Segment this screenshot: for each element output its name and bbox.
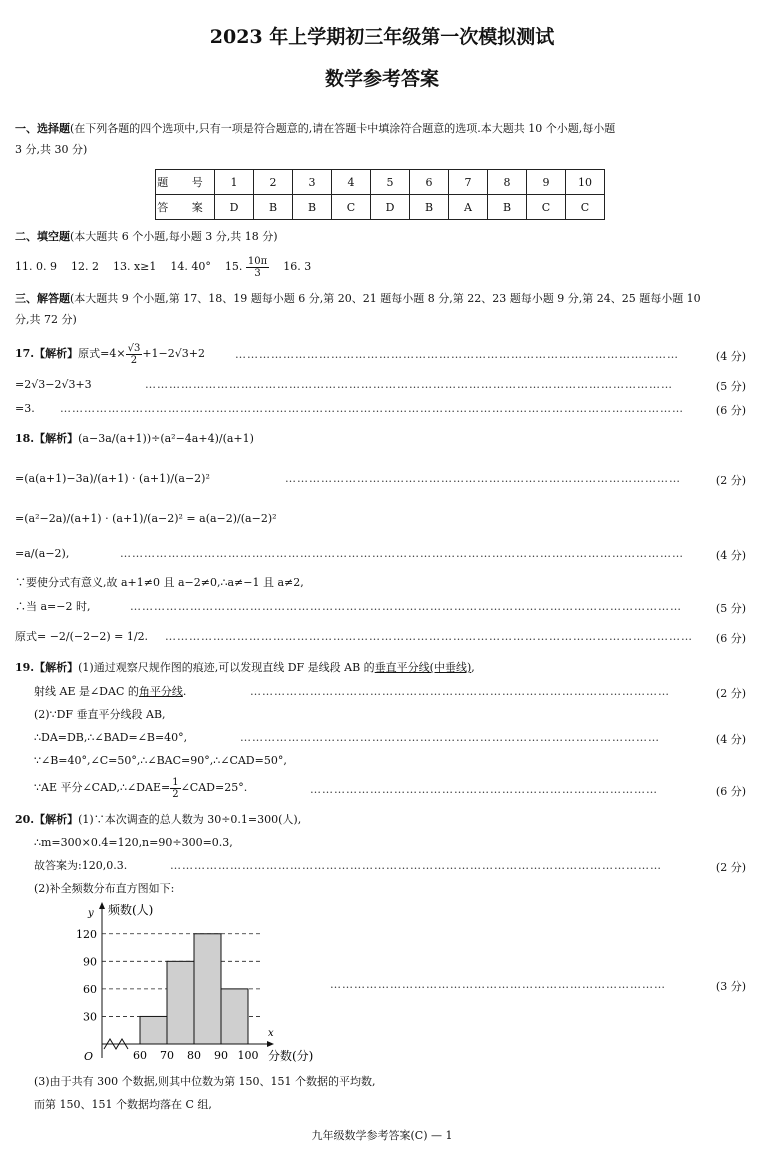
q19-line3: (2)∵DF 垂直平分线段 AB, xyxy=(34,708,166,721)
points: (2 分) xyxy=(715,861,746,874)
dot-leader: …………………………………………………………………………………………… xyxy=(250,685,670,698)
fraction: $\frac{1}{2}$ xyxy=(172,776,179,800)
q18-line3: =(a²−2a)/(a+1) · (a+1)/(a−2)² = a(a−2)/(a−2)² xyxy=(15,512,277,525)
answer-cell: D xyxy=(371,195,410,220)
page-footer: 九年级数学参考答案(C) — 1 xyxy=(311,1129,453,1142)
histogram-bar xyxy=(140,1016,167,1044)
dot-leader: ………………………………………………………………………………………………………………………………………… xyxy=(60,402,684,415)
q19-line6: ∵AE 平分∠CAD,∴∠DAE= $\frac{1}{2}$ ∠CAD=25°. xyxy=(34,776,248,800)
q18-line6: ∴当 a=−2 时, xyxy=(15,600,91,613)
section1-heading: 一、选择题 xyxy=(15,122,70,135)
dot-leader: ………………………………………………………………………………………………………………………… xyxy=(130,600,682,613)
answer-cell: C xyxy=(332,195,371,220)
dot-leader: …………………………………………………………………………………………… xyxy=(240,731,660,744)
answer-cell: B xyxy=(254,195,293,220)
section1-intro: 一、选择题(在下列各题的四个选项中,只有一项是符合题意的,请在答题卡中填涂符合题意的选项.本大题共 10 个小题,每小题 xyxy=(15,122,616,135)
frequency-histogram xyxy=(60,898,330,1068)
answer-table xyxy=(155,169,605,220)
points: (3 分) xyxy=(715,980,746,993)
section2-intro: 二、填空题(本大题共 6 个小题,每小题 3 分,共 18 分) xyxy=(15,230,278,243)
question-number: 6 xyxy=(410,170,449,195)
points: (2 分) xyxy=(715,474,746,487)
x-axis-arrow xyxy=(267,1041,274,1047)
dot-leader: ……………………………………………………………………………………… xyxy=(285,472,681,485)
x-axis-label: 分数(分) xyxy=(268,1049,314,1063)
q19-line5: ∵∠B=40°,∠C=50°,∴∠BAC=90°,∴∠CAD=50°, xyxy=(34,754,287,767)
y-tick-label: 90 xyxy=(83,955,97,969)
dot-leader: …………………………………………………………………………………………………………………………… xyxy=(120,547,684,560)
dot-leader: …………………………………………………………………………………………………………… xyxy=(170,859,662,872)
points: (6 分) xyxy=(715,785,746,798)
question-number: 9 xyxy=(527,170,566,195)
q18-line7: 原式= −2/(−2−2) = 1/2. xyxy=(15,630,149,643)
q20-line5: (3)由于共有 300 个数据,则其中位数为第 150、151 个数据的平均数, xyxy=(34,1075,376,1088)
answer-cell: C xyxy=(566,195,605,220)
q20-line1: 20.【解析】(1)∵本次调查的总人数为 30÷0.1=300(人), xyxy=(15,813,302,826)
points: (4 分) xyxy=(715,733,746,746)
x-tick-label: 90 xyxy=(214,1049,228,1062)
points: (4 分) xyxy=(715,549,746,562)
dot-leader: ………………………………………………………………………………………………… xyxy=(235,348,679,361)
dot-leader: …………………………………………………………………………… xyxy=(310,783,658,796)
y-tick-label: 60 xyxy=(83,982,97,996)
section2-heading: 二、填空题 xyxy=(15,230,70,243)
x-tick-label: 70 xyxy=(160,1049,174,1062)
answer-cell: A xyxy=(449,195,488,220)
question-number: 3 xyxy=(293,170,332,195)
histogram-bar xyxy=(221,989,248,1044)
row-label: 题 号 xyxy=(156,170,215,195)
q18-line1: 18.【解析】(a−3a/(a+1))÷(a²−4a+4)/(a+1) xyxy=(15,432,254,445)
histogram-bar xyxy=(194,934,221,1044)
q18-line5: ∵要使分式有意义,故 a+1≠0 且 a−2≠0,∴a≠−1 且 a≠2, xyxy=(15,576,304,589)
table-row xyxy=(156,170,605,195)
y-axis-arrow xyxy=(99,902,105,909)
fill-in-answers: 11. 0. 9 12. 2 13. x≥1 14. 40° 15. $\frac{10\pi}{3}$ 16. 3 xyxy=(15,255,312,279)
question-number: 7 xyxy=(449,170,488,195)
question-number: 4 xyxy=(332,170,371,195)
question-number: 10 xyxy=(566,170,605,195)
section3-heading: 三、解答题 xyxy=(15,292,70,305)
q17-line1: 17.【解析】原式=4× $\frac{√3}{2}$ +1−2√3+2 xyxy=(15,342,205,366)
y-tick-label: 30 xyxy=(83,1010,97,1024)
x-axis-letter: x xyxy=(268,1028,274,1039)
dot-leader: ………………………………………………………………………… xyxy=(330,978,666,991)
table-row xyxy=(156,195,605,220)
y-tick-label: 120 xyxy=(76,927,97,941)
page-title: 2023 年上学期初三年级第一次模拟测试 xyxy=(209,26,555,48)
q18-line4: =a/(a−2), xyxy=(15,547,70,560)
q19-line1: 19.【解析】(1)通过观察尺规作图的痕迹,可以发现直线 DF 是线段 AB 的垂直平分线(中垂线), xyxy=(15,661,475,674)
histogram-bar xyxy=(167,961,194,1044)
fraction: $\frac{10\pi}{3}$ xyxy=(247,255,268,279)
section1-intro2: 3 分,共 30 分) xyxy=(15,143,88,156)
x-tick-labels xyxy=(133,1049,259,1062)
dot-leader: …………………………………………………………………………………………………………………… xyxy=(145,378,673,391)
question-number: 2 xyxy=(254,170,293,195)
q20-line2: ∴m=300×0.4=120,n=90÷300=0.3, xyxy=(34,836,233,849)
question-number: 8 xyxy=(488,170,527,195)
answer-cell: B xyxy=(488,195,527,220)
answer-cell: B xyxy=(293,195,332,220)
q18-line2: =(a(a+1)−3a)/(a+1) · (a+1)/(a−2)² xyxy=(15,472,210,485)
points: (6 分) xyxy=(715,404,746,417)
x-tick-label: 80 xyxy=(187,1049,201,1062)
bars xyxy=(140,934,248,1044)
dot-leader: …………………………………………………………………………………………………………………… xyxy=(165,630,693,643)
q17-line2: =2√3−2√3+3 xyxy=(15,378,92,391)
row-label: 答 案 xyxy=(156,195,215,220)
x-tick-label: 100 xyxy=(237,1049,259,1062)
points: (5 分) xyxy=(715,602,746,615)
page-subtitle: 数学参考答案 xyxy=(324,68,439,90)
q20-line6: 而第 150、151 个数据均落在 C 组, xyxy=(34,1098,212,1111)
question-number: 5 xyxy=(371,170,410,195)
y-axis-letter: y xyxy=(88,908,94,919)
points: (6 分) xyxy=(715,632,746,645)
answer-cell: C xyxy=(527,195,566,220)
y-tick-labels xyxy=(76,928,97,1024)
x-tick-label: 60 xyxy=(133,1049,147,1062)
points: (2 分) xyxy=(715,687,746,700)
q19-line2: 射线 AE 是∠DAC 的角平分线. xyxy=(34,685,187,698)
y-axis-label: 频数(人) xyxy=(108,903,154,917)
points: (5 分) xyxy=(715,380,746,393)
section3-intro2: 分,共 72 分) xyxy=(15,313,77,326)
q20-line4: (2)补全频数分布直方图如下: xyxy=(34,882,175,895)
q20-line3: 故答案为:120,0.3. xyxy=(34,859,128,872)
question-number: 1 xyxy=(215,170,254,195)
answer-cell: B xyxy=(410,195,449,220)
q17-line3: =3. xyxy=(15,402,35,415)
fraction: $\frac{√3}{2}$ xyxy=(127,342,141,366)
q19-line4: ∴DA=DB,∴∠BAD=∠B=40°, xyxy=(34,731,188,744)
section3-intro: 三、解答题(本大题共 9 个小题,第 17、18、19 题每小题 6 分,第 20、21 题每小题 8 分,第 22、23 题每小题 9 分,第 24、25 题每小题 10 xyxy=(15,292,701,305)
answer-cell: D xyxy=(215,195,254,220)
points: (4 分) xyxy=(715,350,746,363)
origin-label: O xyxy=(84,1050,94,1063)
